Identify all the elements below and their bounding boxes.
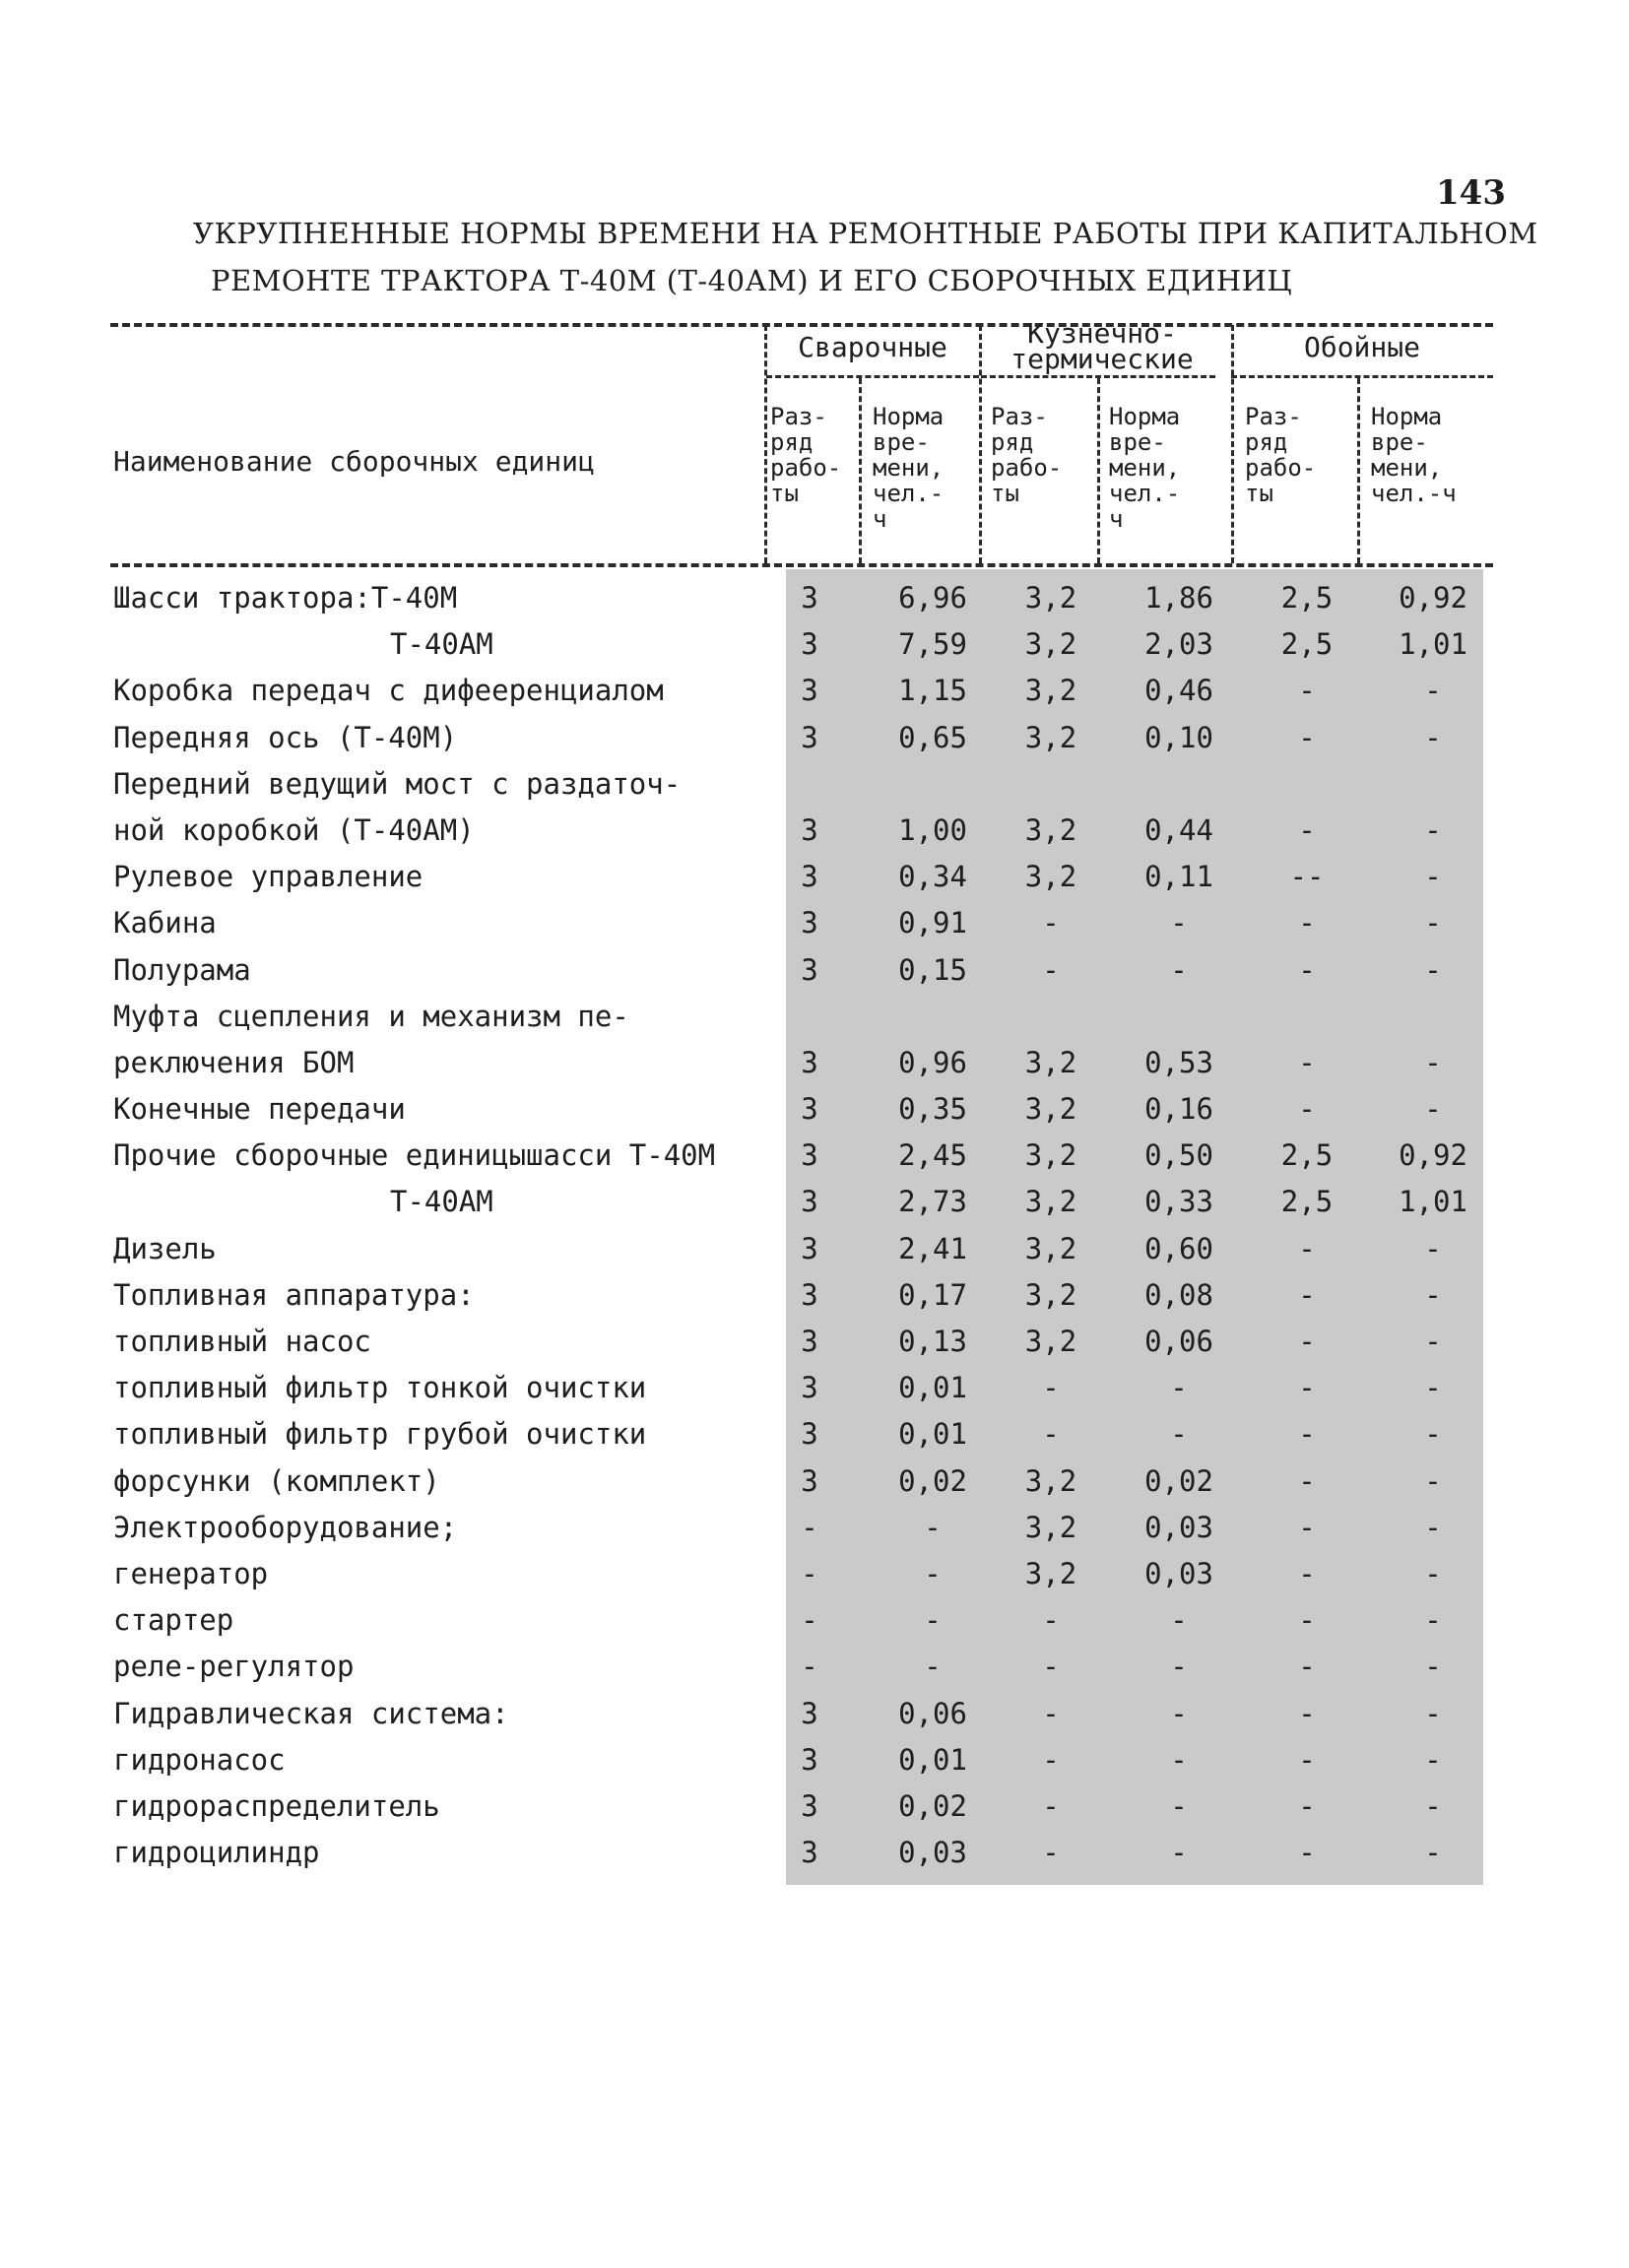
table-cell: -: [1298, 1463, 1316, 1498]
table-cell: -: [801, 1603, 818, 1638]
column-separator: [1231, 325, 1234, 563]
row-name: Муфта сцепления и механизм пе-: [113, 999, 629, 1033]
table-row: [0, 854, 1629, 900]
table-cell: -: [1298, 1277, 1316, 1312]
table-cell: 3: [801, 812, 818, 847]
table-cell: -: [1042, 906, 1060, 940]
table-cell: -: [1298, 1696, 1316, 1730]
table-row: [0, 1783, 1629, 1830]
table-cell: -: [1298, 1371, 1316, 1405]
table-cell: -: [924, 1603, 942, 1638]
subheader-forging-norm: Норма вре- мени, чел.- ч: [1109, 403, 1181, 533]
table-cell: 3: [801, 1045, 818, 1079]
table-cell: -: [1424, 860, 1442, 894]
table-row: [0, 575, 1629, 621]
table-cell: 3,2: [1024, 1231, 1077, 1265]
group-rule-upholstery: [1231, 375, 1493, 378]
subheader-welding-norm: Норма вре- мени, чел.- ч: [873, 403, 945, 533]
table-row: [0, 1830, 1629, 1876]
table-cell: -: [1424, 1463, 1442, 1498]
table-cell: -: [1298, 1231, 1316, 1265]
table-cell: 2,5: [1280, 1185, 1334, 1219]
table-cell: -: [1424, 1836, 1442, 1870]
table-cell: -: [1298, 812, 1316, 847]
table-row: [0, 1644, 1629, 1690]
table-cell: --: [1289, 860, 1325, 894]
row-name: гидроцилиндр: [113, 1836, 320, 1870]
group-header-forging: Кузнечно- термические: [1010, 317, 1194, 375]
table-cell: -: [1042, 1603, 1060, 1638]
table-row: [0, 761, 1629, 808]
table-cell: 3,2: [1024, 1510, 1077, 1544]
row-name: стартер: [113, 1603, 234, 1638]
table-cell: 2,5: [1280, 627, 1334, 662]
row-name: Прочие сборочные единицышасси Т-40М: [113, 1138, 716, 1173]
table-row: [0, 947, 1629, 994]
row-name: Электрооборудование;: [113, 1510, 458, 1544]
table-cell: 3: [801, 1788, 818, 1823]
table-cell: 3: [801, 1836, 818, 1870]
table-cell: 3: [801, 1325, 818, 1358]
table-cell: -: [1424, 812, 1442, 847]
table-cell: 3,2: [1024, 860, 1077, 894]
table-row: [0, 1086, 1629, 1133]
table-cell: -: [1424, 1650, 1442, 1684]
table-cell: 0,96: [898, 1045, 967, 1079]
table-row: [0, 1133, 1629, 1179]
table-cell: 3: [801, 627, 818, 662]
table-cell: 3,2: [1024, 674, 1077, 708]
group-rule-welding: [766, 375, 979, 378]
document-title-line-1: УКРУПНЕННЫЕ НОРМЫ ВРЕМЕНИ НА РЕМОНТНЫЕ РАБОТЫ ПРИ КАПИТАЛЬНОМ: [193, 217, 1538, 250]
row-name: Дизель: [113, 1231, 217, 1265]
table-cell: 0,65: [898, 720, 967, 754]
table-cell: 3: [801, 1417, 818, 1452]
table-row: [0, 1040, 1629, 1086]
table-cell: -: [1424, 1696, 1442, 1730]
table-cell: 3,2: [1024, 812, 1077, 847]
row-name: Т-40АМ: [390, 627, 493, 662]
table-row: [0, 1226, 1629, 1272]
table-cell: 3,2: [1024, 1463, 1077, 1498]
name-column-header: Наименование сборочных единиц: [113, 445, 595, 478]
table-cell: 3,2: [1024, 1045, 1077, 1079]
table-cell: 2,5: [1280, 1138, 1334, 1173]
row-name: ной коробкой (Т-40АМ): [113, 812, 475, 847]
table-cell: 0,35: [898, 1092, 967, 1127]
table-cell: -: [1042, 1650, 1060, 1684]
table-cell: 2,5: [1280, 581, 1334, 615]
table-cell: -: [1298, 674, 1316, 708]
table-row: [0, 1411, 1629, 1458]
row-name: топливный насос: [113, 1325, 371, 1358]
group-header-upholstery: Обойные: [1303, 331, 1420, 363]
table-row: [0, 808, 1629, 854]
table-cell: 3: [801, 1277, 818, 1312]
column-separator: [1097, 378, 1100, 563]
table-row: [0, 1551, 1629, 1597]
table-cell: -: [1298, 952, 1316, 987]
table-row: [0, 1737, 1629, 1783]
subheader-welding-grade: Раз- ряд рабо- ты: [770, 403, 842, 507]
table-cell: 3,2: [1024, 1092, 1077, 1127]
table-cell: 0,03: [1144, 1556, 1213, 1590]
table-cell: -: [1170, 952, 1188, 987]
table-cell: -: [1298, 1092, 1316, 1127]
table-cell: 3: [801, 952, 818, 987]
table-cell: -: [1170, 1836, 1188, 1870]
table-cell: 3: [801, 1742, 818, 1777]
column-separator: [979, 325, 982, 563]
table-cell: 1,15: [898, 674, 967, 708]
row-name: Шасси трактора:Т-40М: [113, 581, 458, 615]
row-name: Передний ведущий мост с раздаточ-: [113, 766, 682, 801]
row-name: Передняя ось (Т-40М): [113, 720, 458, 754]
row-name: форсунки (комплект): [113, 1463, 440, 1498]
table-cell: 3,2: [1024, 1185, 1077, 1219]
table-row: [0, 1597, 1629, 1644]
table-cell: -: [1042, 1742, 1060, 1777]
table-cell: -: [1424, 1325, 1442, 1358]
table-cell: 0,50: [1144, 1138, 1213, 1173]
table-row: [0, 994, 1629, 1040]
table-cell: 2,41: [898, 1231, 967, 1265]
table-cell: 3: [801, 906, 818, 940]
row-name: Гидравлическая система:: [113, 1696, 509, 1730]
table-cell: -: [1298, 1325, 1316, 1358]
table-cell: 0,91: [898, 906, 967, 940]
table-cell: 3,2: [1024, 720, 1077, 754]
table-cell: -: [1042, 1788, 1060, 1823]
table-cell: 1,00: [898, 812, 967, 847]
table-cell: 1,01: [1399, 1185, 1467, 1219]
table-cell: -: [1042, 1371, 1060, 1405]
table-cell: -: [1424, 1788, 1442, 1823]
table-cell: 0,44: [1144, 812, 1213, 847]
table-cell: 3: [801, 1138, 818, 1173]
table-cell: 3,2: [1024, 627, 1077, 662]
table-cell: -: [801, 1556, 818, 1590]
subheader-forging-grade: Раз- ряд рабо- ты: [991, 403, 1063, 507]
table-cell: 0,06: [898, 1696, 967, 1730]
table-cell: -: [1298, 1556, 1316, 1590]
table-cell: 0,92: [1399, 581, 1467, 615]
table-cell: 3: [801, 1371, 818, 1405]
table-cell: -: [1298, 1742, 1316, 1777]
table-row: [0, 1505, 1629, 1551]
table-cell: -: [1170, 1603, 1188, 1638]
table-cell: 3,2: [1024, 581, 1077, 615]
table-cell: 6,96: [898, 581, 967, 615]
row-name: Топливная аппаратура:: [113, 1277, 475, 1312]
row-name: топливный фильтр тонкой очистки: [113, 1371, 647, 1405]
table-cell: -: [1170, 1371, 1188, 1405]
table-cell: -: [1170, 906, 1188, 940]
row-name: генератор: [113, 1556, 269, 1590]
table-cell: 0,17: [898, 1277, 967, 1312]
table-cell: 0,60: [1144, 1231, 1213, 1265]
table-cell: 3,2: [1024, 1277, 1077, 1312]
table-cell: -: [1424, 1742, 1442, 1777]
table-row: [0, 1179, 1629, 1225]
table-row: [0, 1365, 1629, 1411]
table-cell: -: [1298, 1650, 1316, 1684]
table-cell: -: [1424, 1371, 1442, 1405]
table-cell: -: [1424, 952, 1442, 987]
table-cell: 3: [801, 1185, 818, 1219]
table-cell: -: [1042, 1696, 1060, 1730]
table-cell: -: [1170, 1417, 1188, 1452]
table-cell: 0,10: [1144, 720, 1213, 754]
header-bottom-rule: [110, 563, 1493, 567]
table-cell: 0,03: [1144, 1510, 1213, 1544]
row-name: реключения БОМ: [113, 1045, 355, 1079]
row-name: гидрораспределитель: [113, 1788, 440, 1823]
group-header-welding: Сварочные: [798, 331, 947, 363]
table-cell: -: [924, 1510, 942, 1544]
table-cell: -: [1424, 674, 1442, 708]
table-cell: 0,15: [898, 952, 967, 987]
table-cell: 3,2: [1024, 1138, 1077, 1173]
row-name: гидронасос: [113, 1742, 286, 1777]
table-cell: -: [1424, 906, 1442, 940]
table-cell: 0,08: [1144, 1277, 1213, 1312]
table-cell: 3: [801, 674, 818, 708]
table-cell: 3: [801, 720, 818, 754]
table-cell: 1,01: [1399, 627, 1467, 662]
table-cell: -: [801, 1650, 818, 1684]
table-row: [0, 715, 1629, 761]
table-body: [0, 575, 1629, 1876]
table-cell: -: [1298, 1603, 1316, 1638]
subheader-upholstery-grade: Раз- ряд рабо- ты: [1245, 403, 1317, 507]
table-cell: 0,01: [898, 1417, 967, 1452]
table-cell: -: [1424, 1231, 1442, 1265]
table-cell: 0,06: [1144, 1325, 1213, 1358]
table-cell: 3,2: [1024, 1325, 1077, 1358]
table-cell: -: [801, 1510, 818, 1544]
table-cell: -: [1424, 1277, 1442, 1312]
table-row: [0, 1691, 1629, 1737]
table-cell: 2,03: [1144, 627, 1213, 662]
table-cell: 0,33: [1144, 1185, 1213, 1219]
table-cell: 0,46: [1144, 674, 1213, 708]
table-cell: 3: [801, 1092, 818, 1127]
table-row: [0, 1458, 1629, 1505]
table-cell: -: [924, 1556, 942, 1590]
table-cell: 2,45: [898, 1138, 967, 1173]
table-cell: 0,02: [898, 1463, 967, 1498]
table-cell: -: [1424, 1092, 1442, 1127]
table-cell: -: [1298, 906, 1316, 940]
column-separator: [1357, 378, 1360, 563]
table-cell: -: [1298, 1045, 1316, 1079]
table-cell: 0,01: [898, 1742, 967, 1777]
table-cell: -: [1298, 1788, 1316, 1823]
table-row: [0, 621, 1629, 668]
table-row: [0, 1272, 1629, 1319]
table-cell: 3: [801, 581, 818, 615]
table-cell: -: [1170, 1650, 1188, 1684]
table-cell: 0,11: [1144, 860, 1213, 894]
table-cell: 0,03: [898, 1836, 967, 1870]
table-cell: -: [1298, 1417, 1316, 1452]
subheader-upholstery-norm: Норма вре- мени, чел.-ч: [1371, 403, 1457, 507]
table-cell: 3: [801, 1463, 818, 1498]
table-cell: -: [1042, 1836, 1060, 1870]
row-name: Кабина: [113, 906, 217, 940]
table-cell: 0,34: [898, 860, 967, 894]
table-cell: 3,2: [1024, 1556, 1077, 1590]
table-cell: -: [1424, 1417, 1442, 1452]
table-cell: 0,13: [898, 1325, 967, 1358]
document-title-line-2: РЕМОНТЕ ТРАКТОРА Т-40М (Т-40АМ) И ЕГО СБОРОЧНЫХ ЕДИНИЦ: [211, 264, 1293, 297]
row-name: Полурама: [113, 952, 251, 987]
table-row: [0, 900, 1629, 946]
table-cell: 0,16: [1144, 1092, 1213, 1127]
table-top-rule: [110, 323, 1493, 327]
row-name: Т-40АМ: [390, 1185, 493, 1219]
column-separator: [764, 325, 767, 563]
row-name: Коробка передач с дифееренциалом: [113, 674, 664, 708]
table-row: [0, 1319, 1629, 1365]
table-cell: -: [924, 1650, 942, 1684]
table-cell: -: [1170, 1788, 1188, 1823]
table-cell: 3: [801, 1231, 818, 1265]
table-cell: 3: [801, 1696, 818, 1730]
table-cell: 3: [801, 860, 818, 894]
table-cell: 2,73: [898, 1185, 967, 1219]
table-cell: -: [1298, 1836, 1316, 1870]
row-name: Конечные передачи: [113, 1092, 406, 1127]
table-cell: -: [1042, 1417, 1060, 1452]
page-number: 143: [1436, 173, 1506, 213]
row-name: Рулевое управление: [113, 860, 424, 894]
table-cell: 1,86: [1144, 581, 1213, 615]
table-cell: 0,01: [898, 1371, 967, 1405]
table-cell: 0,02: [898, 1788, 967, 1823]
table-cell: -: [1170, 1696, 1188, 1730]
table-cell: -: [1424, 1556, 1442, 1590]
row-name: реле-регулятор: [113, 1650, 355, 1684]
table-cell: -: [1170, 1742, 1188, 1777]
table-cell: -: [1042, 952, 1060, 987]
table-cell: -: [1298, 1510, 1316, 1544]
table-cell: -: [1298, 720, 1316, 754]
table-cell: -: [1424, 1045, 1442, 1079]
table-cell: 0,92: [1399, 1138, 1467, 1173]
table-cell: 0,02: [1144, 1463, 1213, 1498]
row-name: топливный фильтр грубой очистки: [113, 1417, 647, 1452]
table-cell: 0,53: [1144, 1045, 1213, 1079]
table-cell: -: [1424, 720, 1442, 754]
column-separator: [859, 378, 862, 563]
table-cell: -: [1424, 1510, 1442, 1544]
table-row: [0, 668, 1629, 714]
table-cell: -: [1424, 1603, 1442, 1638]
table-cell: 7,59: [898, 627, 967, 662]
